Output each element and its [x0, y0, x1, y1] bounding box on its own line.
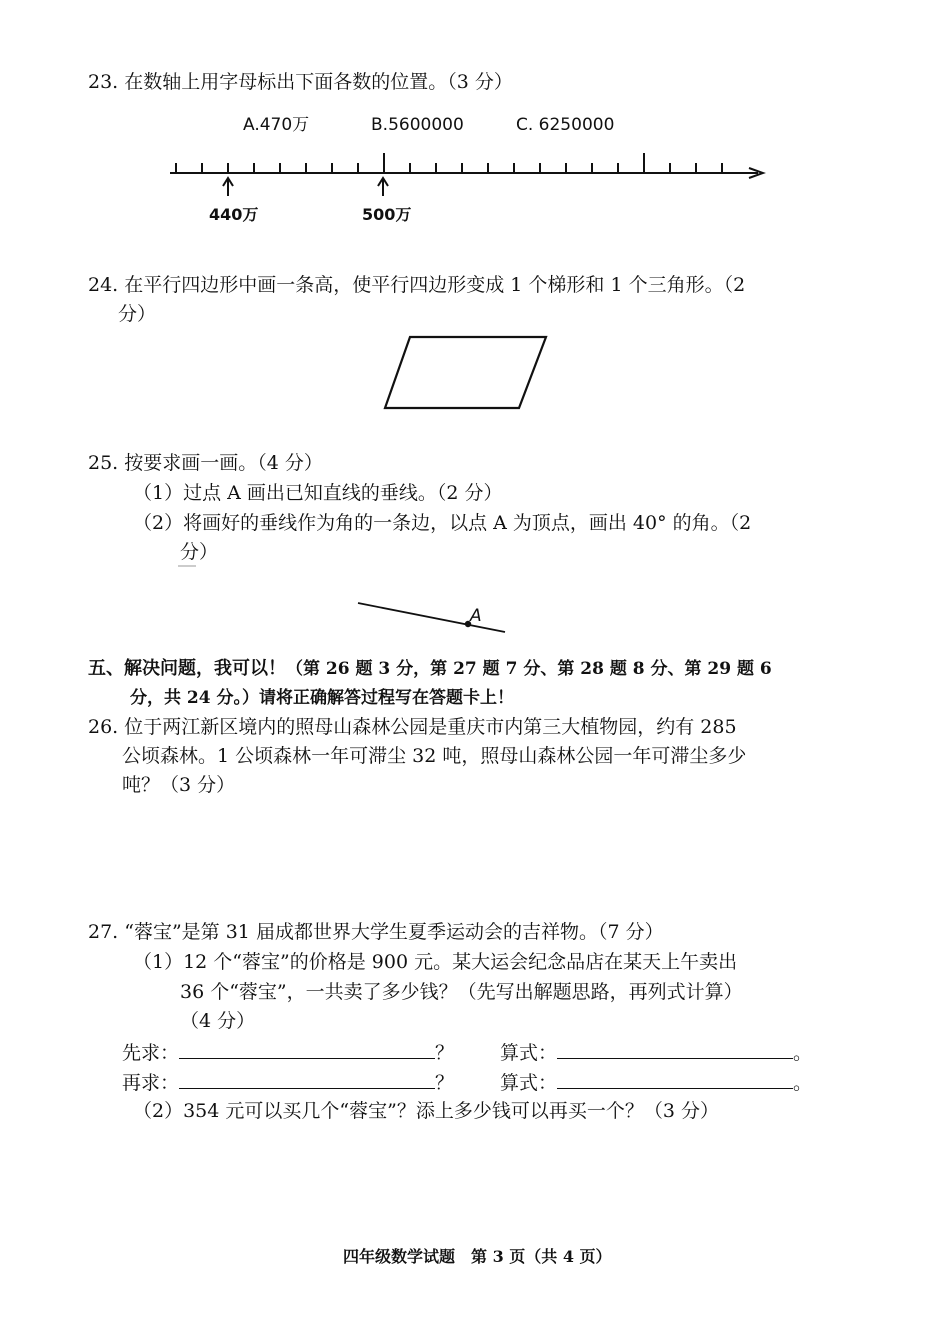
section5-heading: 五、解决问题，我可以！	[88, 658, 286, 679]
then-question-mark: ？	[435, 1072, 455, 1094]
q23-mark-500: 500万	[362, 205, 412, 224]
number-line-ticks	[176, 153, 722, 173]
section5-detail-line1: （第 26 题 3 分，第 27 题 7 分、第 28 题 8 分、第 29 题 6	[286, 659, 772, 679]
q23-title: 23. 在数轴上用字母标出下面各数的位置。（3 分）	[88, 71, 513, 93]
q27-sub1-line1: （1）12 个“蓉宝”的价格是 900 元。某大运会纪念品店在某天上午卖出	[133, 951, 738, 973]
q23-label-b: B.5600000	[371, 115, 464, 135]
q26-line3: 吨？（3 分）	[122, 774, 236, 796]
then-formula-label: 算式：	[500, 1072, 558, 1094]
q27-title: 27. “蓉宝”是第 31 届成都世界大学生夏季运动会的吉祥物。（7 分）	[88, 921, 664, 943]
q23-label-c: C. 6250000	[516, 115, 615, 135]
section5-detail-line2: 分，共 24 分。）请将正确解答过程写在答题卡上！	[130, 688, 514, 708]
q25-title: 25. 按要求画一画。（4 分）	[88, 452, 323, 474]
given-line	[358, 603, 505, 632]
q27-sub1-line3: （4 分）	[180, 1010, 256, 1032]
q26-line1: 26. 位于两江新区境内的照母山森林公园是重庆市内第三大植物园，约有 285	[88, 716, 737, 738]
q27-then-formula-row	[500, 1070, 812, 1095]
q24-title-line2: 分）	[118, 303, 157, 325]
first-label: 先求：	[122, 1042, 180, 1064]
section5-heading-line1	[88, 657, 772, 681]
number-line	[170, 153, 763, 196]
q25-point-label: A	[470, 606, 482, 626]
then-formula-blank[interactable]	[557, 1070, 793, 1089]
q25-sub1: （1）过点 A 画出已知直线的垂线。（2 分）	[133, 482, 503, 504]
then-label: 再求：	[122, 1072, 180, 1094]
then-answer-blank[interactable]	[179, 1070, 435, 1089]
page-footer: 四年级数学试题 第 3 页（共 4 页）	[343, 1247, 612, 1266]
q25-sub2-line2: 分）	[180, 541, 219, 563]
first-answer-blank[interactable]	[179, 1040, 435, 1059]
q27-sub1-line2: 36 个“蓉宝”，一共卖了多少钱？（先写出解题思路，再列式计算）	[180, 981, 743, 1003]
first-question-mark: ？	[435, 1042, 455, 1064]
q27-first-row	[122, 1040, 454, 1065]
q24-title-line1: 24. 在平行四边形中画一条高，使平行四边形变成 1 个梯形和 1 个三角形。（2	[88, 274, 746, 296]
then-period: 。	[793, 1072, 813, 1094]
first-formula-label: 算式：	[500, 1042, 558, 1064]
first-period: 。	[793, 1042, 813, 1064]
q23-label-a: A.470万	[243, 115, 310, 135]
q27-sub2: （2）354 元可以买几个“蓉宝”？添上多少钱可以再买一个？（3 分）	[133, 1100, 719, 1122]
q25-sub2-line1: （2）将画好的垂线作为角的一条边，以点 A 为顶点，画出 40° 的角。（2	[133, 512, 752, 534]
q23-mark-440: 440万	[209, 205, 259, 224]
first-formula-blank[interactable]	[557, 1040, 793, 1059]
q27-then-row	[122, 1070, 454, 1095]
q27-first-formula-row	[500, 1040, 812, 1065]
q26-line2: 公顷森林。1 公顷森林一年可滞尘 32 吨，照母山森林公园一年可滞尘多少	[122, 745, 747, 767]
parallelogram	[385, 337, 546, 408]
